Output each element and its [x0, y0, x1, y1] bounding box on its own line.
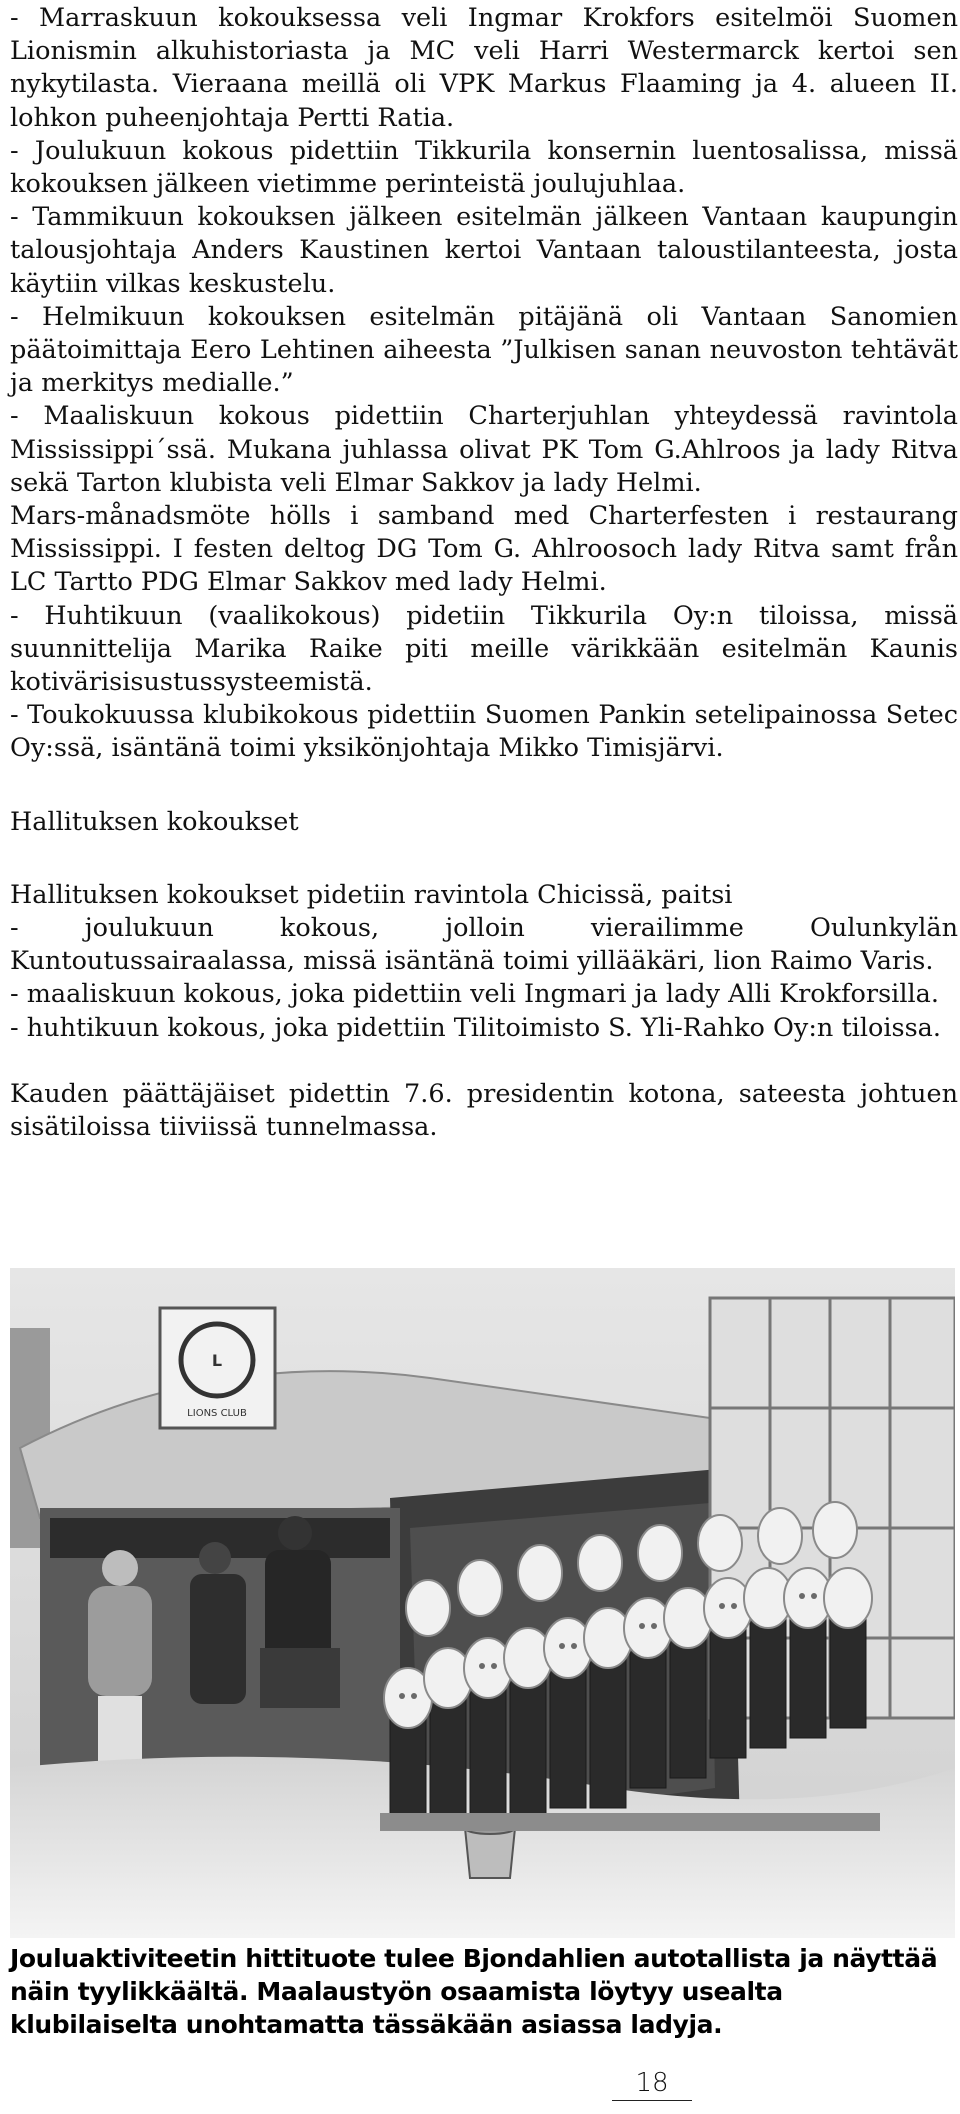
board-item-march: - maaliskuun kokous, joka pidettiin veli Ingmari ja lady Alli Krokforsilla. [10, 979, 939, 1010]
closing-paragraph: Kauden päättäjäiset pidettin 7.6. presidentin kotona, sateesta johtuen sisätiloissa tiiviissä tunnelmassa. [10, 1078, 958, 1143]
photo-caption: Jouluaktiviteetin hittituote tulee Bjondahlien autotallista ja näyttää näin tyylikkäältä. Maalaustyön osaamista löytyy usealta klubilaiselta unohtamatta tässäkään asiassa ladyja. [10, 1944, 938, 2039]
section-heading: Hallituksen kokoukset [10, 806, 299, 837]
paragraph-may: - Toukokuussa klubikokous pidettiin Suomen Pankin setelipainossa Setec Oy:ssä, isäntänä toimi yksikönjohtaja Mikko Timisjärvi. [10, 700, 958, 764]
paragraph-december: - Joulukuun kokous pidettiin Tikkurila konsernin luentosalissa, missä kokouksen jälkeen vietimme perinteistä joulujuhlaa. [10, 135, 958, 200]
paragraph-january: - Tammikuun kokouksen jälkeen esitelmän jälkeen Vantaan kaupungin talousjohtaja Anders Kaustinen kertoi Vantaan taloustilanteesta, josta käytiin vilkas keskustelu. [10, 202, 958, 299]
article-body [10, 2, 958, 1144]
svg-text:L: L [211, 1351, 223, 1370]
board-item-april: - huhtikuun kokous, joka pidettiin Tilitoimisto S. Yli-Rahko Oy:n tiloissa. [10, 1012, 941, 1043]
paragraph-march: - Maaliskuun kokous pidettiin Charterjuhlan yhteydessä ravintola Mississippi´ssä. Mukana juhlassa olivat PK Tom G.Ahlroos ja lady Ritva sekä Tarton klubista veli Elmar Sakkov ja lady Helmi. [10, 401, 958, 498]
paragraph-april: - Huhtikuun (vaalikokous) pidetiin Tikkurila Oy:n tiloissa, missä suunnittelija Marika Raike piti meille värikkään esitelmän Kaunis kotivärisisustussysteemistä. [10, 600, 958, 698]
paragraph-march-swedish: Mars-månadsmöte hölls i samband med Charterfesten i restaurang Mississippi. I festen deltog DG Tom G. Ahlroosoch lady Ritva samt från LC Tartto PDG Elmar Sakkov med lady Helmi. [10, 501, 958, 598]
page-number: 18 [612, 2068, 692, 2101]
paragraph-november: - Marraskuun kokouksessa veli Ingmar Krokfors esitelmöi Suomen Lionismin alkuhistoriasta ja MC veli Harri Westermarck kertoi sen nykytilasta. Vieraana meillä oli VPK Markus Flaaming ja 4. alueen II. lohkon puheenjohtaja Pertti Ratia. [10, 3, 958, 133]
board-intro: Hallituksen kokoukset pidetiin ravintola Chicissä, paitsi [10, 879, 733, 910]
tent-sign-text: LIONS CLUB [187, 1408, 247, 1419]
paragraph-february: - Helmikuun kokouksen esitelmän pitäjänä oli Vantaan Sanomien päätoimittaja Eero Lehtinen aiheesta ”Julkisen sanan neuvoston tehtävät ja merkitys medialle.” [10, 301, 958, 399]
photo-christmas-market [10, 1268, 955, 1938]
board-item-december: - joulukuun kokous, jolloin vierailimme Oulunkylän Kuntoutussairaalassa, missä isäntänä toimi yillääkäri, lion Raimo Varis. [10, 913, 958, 977]
